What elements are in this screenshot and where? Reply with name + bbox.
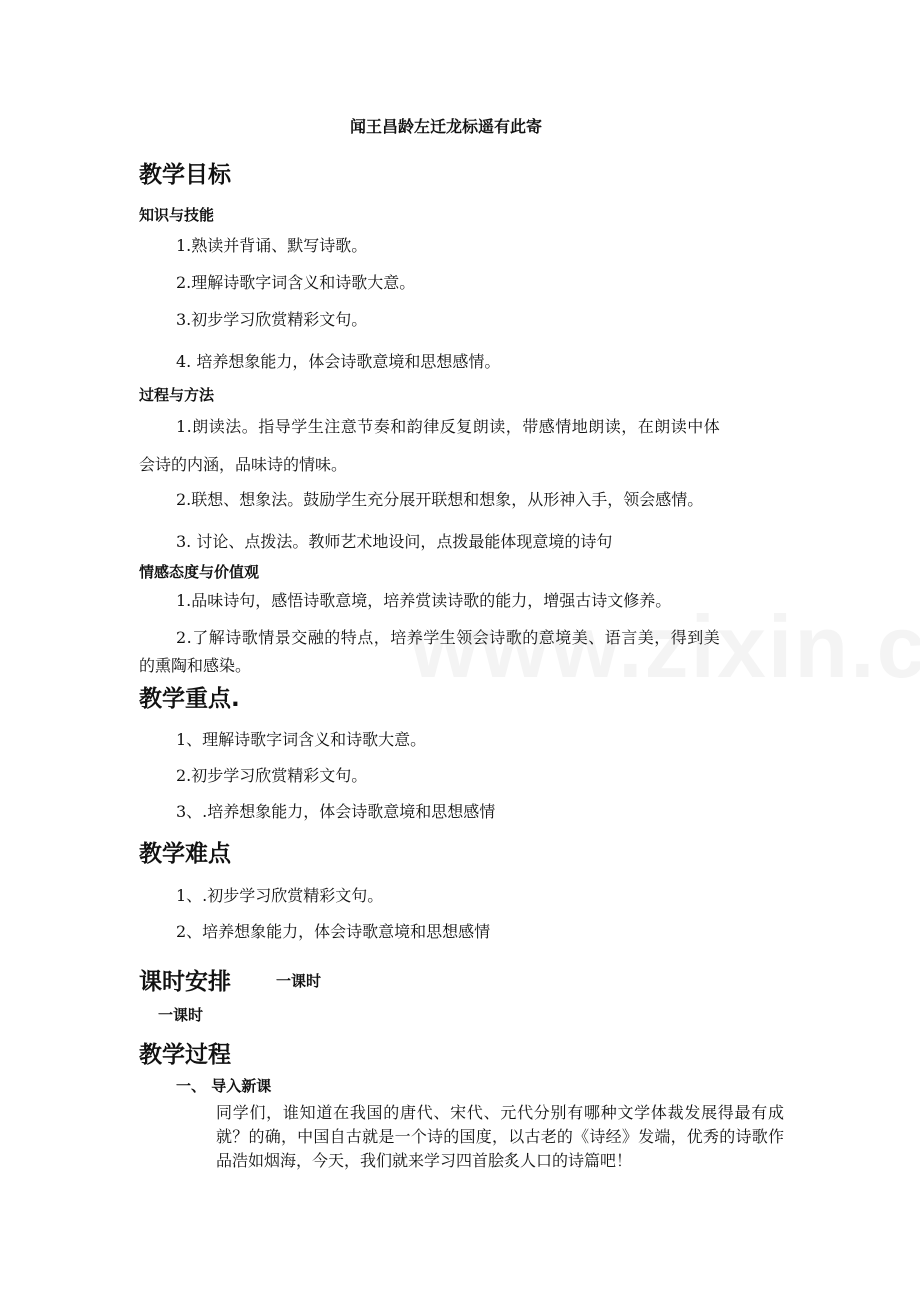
subheading-emotion-values: 情感态度与价值观 [139,563,260,581]
emotion-item-1: 1.品味诗句，感悟诗歌意境，培养赏读诗歌的能力，增强古诗文修养。 [176,591,672,610]
process-item-3: 3. 讨论、点拨法。教师艺术地设问，点拨最能体现意境的诗句 [176,532,613,551]
subheading-process-methods: 过程与方法 [139,386,215,404]
heading-objectives: 教学目标 [139,162,231,188]
knowledge-item-2: 2.理解诗歌字词含义和诗歌大意。 [176,273,416,292]
heading-difficulties: 教学难点 [139,841,231,867]
process-item-2: 2.联想、想象法。鼓励学生充分展开联想和想象，从形神入手，领会感情。 [176,490,704,509]
process-item-1-line-1: 1.朗读法。指导学生注意节奏和韵律反复朗读，带感情地朗读，在朗读中体 [176,417,721,436]
step-1-paragraph: 同学们，谁知道在我国的唐代、宋代、元代分别有哪种文学体裁发展得最有成就？的确，中国自古就是一个诗的国度，以古老的《诗经》发端，优秀的诗歌作品浩如烟海，今天，我们就来学习四首脍炙人口的诗篇吧！ [216,1103,784,1170]
schedule-note: 一课时 [276,972,322,990]
process-item-1-line-2: 会诗的内涵，品味诗的情味。 [139,455,348,474]
key-point-item-3: 3、.培养想象能力，体会诗歌意境和思想感情 [176,802,496,821]
subheading-knowledge: 知识与技能 [139,206,215,224]
difficulty-item-1: 1、.初步学习欣赏精彩文句。 [176,886,384,905]
heading-schedule: 课时安排 [139,969,231,995]
emotion-item-2-line-2: 的熏陶和感染。 [139,656,252,675]
heading-key-points: 教学重点. [139,686,240,712]
knowledge-item-1: 1.熟读并背诵、默写诗歌。 [176,236,368,255]
emotion-item-2-line-1: 2.了解诗歌情景交融的特点，培养学生领会诗歌的意境美、语言美，得到美 [176,628,721,647]
document-title: 闻王昌龄左迁龙标遥有此寄 [350,117,543,136]
knowledge-item-3: 3.初步学习欣赏精彩文句。 [176,310,368,329]
heading-teaching-process: 教学过程 [139,1042,231,1068]
step-1-heading: 一、 导入新课 [176,1077,272,1095]
key-point-item-2: 2.初步学习欣赏精彩文句。 [176,766,368,785]
key-point-item-1: 1、理解诗歌字词含义和诗歌大意。 [176,730,427,749]
schedule-sub: 一课时 [158,1006,204,1024]
knowledge-item-4: 4. 培养想象能力，体会诗歌意境和思想感情。 [176,352,501,371]
difficulty-item-2: 2、培养想象能力，体会诗歌意境和思想感情 [176,922,491,941]
